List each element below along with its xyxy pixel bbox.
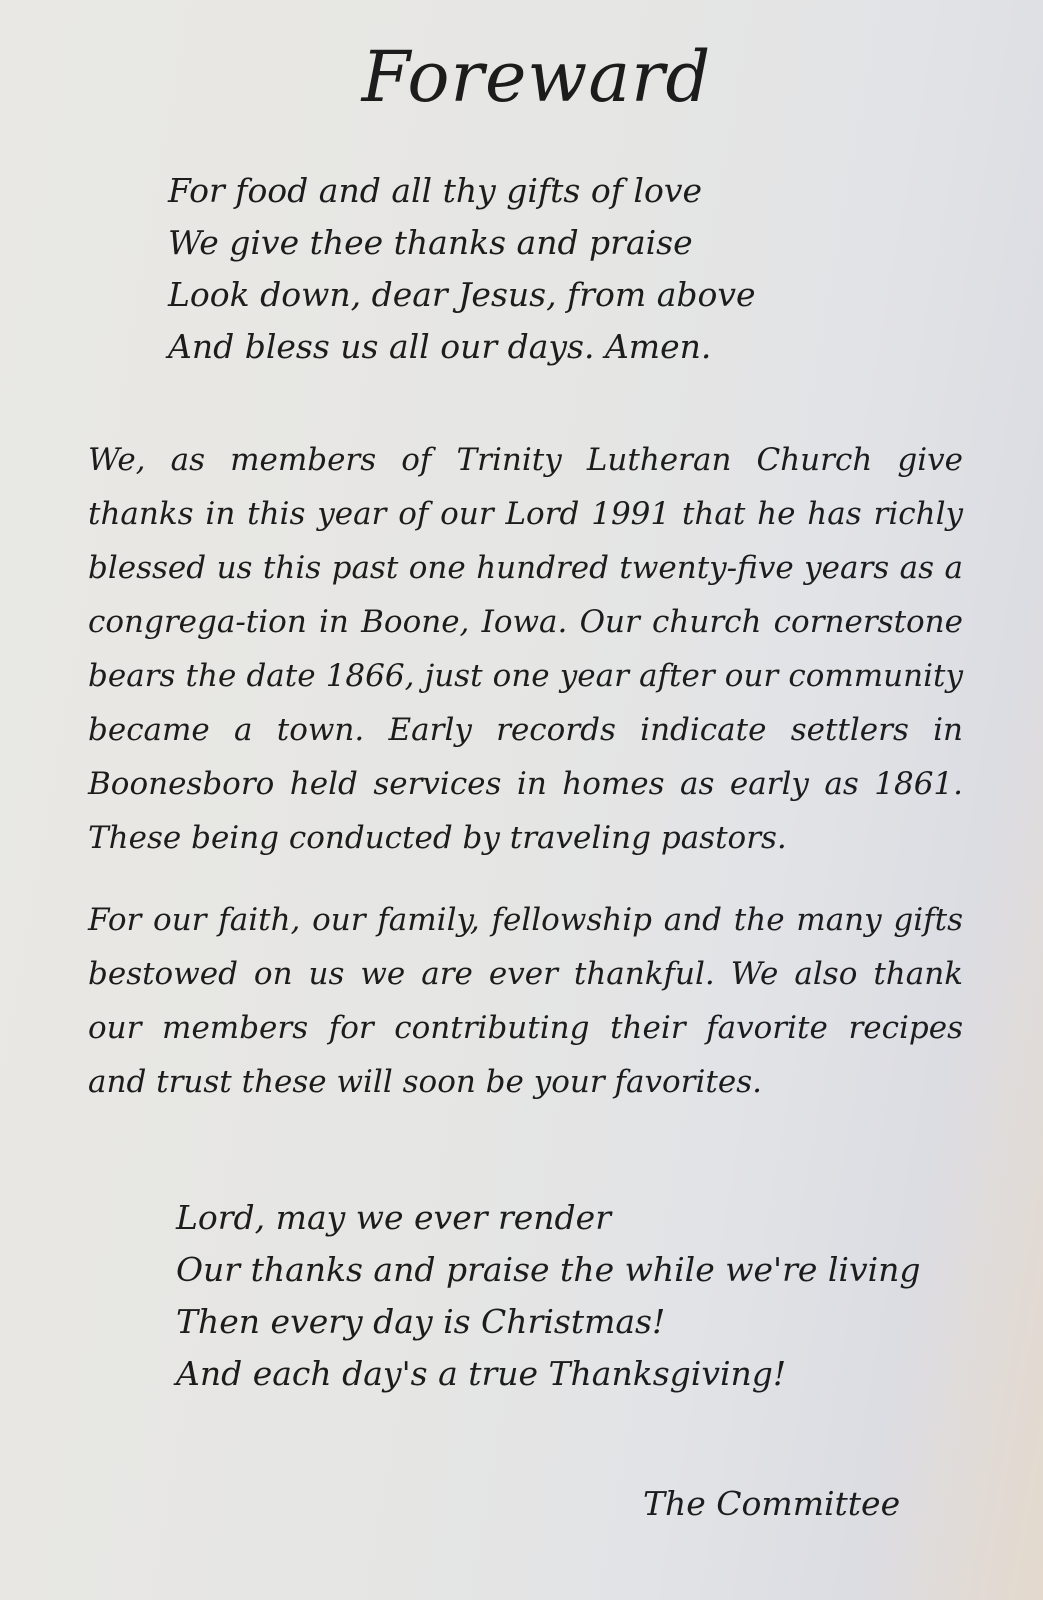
prayer-line: Look down, dear Jesus, from above [168, 275, 756, 314]
history-paragraph: We, as members of Trinity Lutheran Church give thanks in this year of our Lord 1991 that he has richly blessed us this past one hundred twenty-five years as a congrega-tion in Boone, Iowa. Our church cornerstone bears the date 1866, just one year after our community became a town. Early records indicate settlers in Boonesboro held services in homes as early as 1861. These being conducted by traveling pastors. [88, 442, 963, 856]
closing-prayer [176, 1192, 956, 1400]
prayer-line: Then every day is Christmas! [176, 1302, 666, 1341]
prayer-line: And bless us all our days. Amen. [168, 327, 712, 366]
thanks-paragraph: For our faith, our family, fellowship and the many gifts bestowed on us we are ever thankful. We also thank our members for contributing their favorite recipes and trust these will soon be your favorites. [88, 902, 963, 1100]
prayer-line: For food and all thy gifts of love [168, 171, 702, 210]
prayer-line: We give thee thanks and praise [168, 223, 693, 262]
opening-prayer [168, 165, 888, 373]
signature: The Committee [643, 1484, 901, 1523]
prayer-line: Lord, may we ever render [176, 1198, 611, 1237]
prayer-line: Our thanks and praise the while we're living [176, 1250, 921, 1289]
page-title: Foreward [361, 36, 712, 118]
prayer-line: And each day's a true Thanksgiving! [176, 1354, 787, 1393]
